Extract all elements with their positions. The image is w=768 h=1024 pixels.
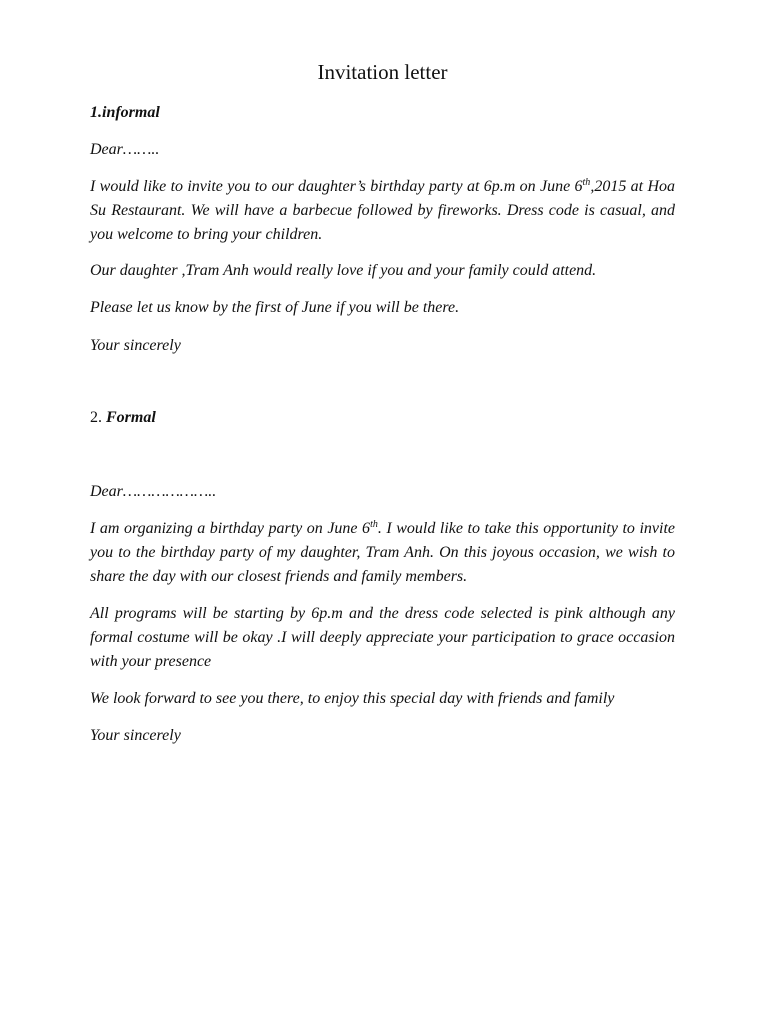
informal-salutation: Dear…….. (90, 141, 160, 158)
document-title: Invitation letter (317, 60, 448, 84)
formal-salutation: Dear……………….. (90, 483, 217, 500)
formal-paragraph-1 (90, 517, 675, 589)
formal-paragraph-1-text: I am organizing a birthday party on June 6 (90, 520, 371, 537)
informal-paragraph-2: Our daughter ,Tram Anh would really love if you and your family could attend. (90, 262, 597, 279)
formal-paragraph-2: All programs will be starting by 6p.m and the dress code selected is pink although any formal costume will be okay .I will deeply appreciate your participation to grace occasion with your presence (90, 605, 675, 670)
formal-heading-number: 2. (90, 409, 106, 426)
informal-heading-text: 1.informal (90, 104, 160, 121)
formal-paragraph-1-text-cont: . I would like to take this opportunity to invite you to the birthday party of my daughter, Tram Anh. On this joyous occasion, we wish to share the day with our closest friends and family members. (90, 520, 675, 585)
informal-paragraph-1-ordinal: th (582, 177, 591, 188)
formal-closing: Your sincerely (90, 727, 181, 744)
informal-closing: Your sincerely (90, 337, 181, 354)
informal-heading (90, 103, 160, 123)
formal-heading (90, 408, 156, 428)
informal-paragraph-1-text-cont: ,2015 at Hoa Su Restaurant. We will have a barbecue followed by fireworks. Dress code is casual, and you welcome to bring your children. (90, 178, 676, 243)
formal-heading-text: Formal (106, 409, 156, 426)
informal-paragraph-1 (90, 175, 675, 247)
informal-paragraph-1-text: I would like to invite you to our daughter’s birthday party at 6p.m on June 6 (90, 178, 583, 195)
informal-paragraph-3: Please let us know by the first of June if you will be there. (90, 299, 460, 316)
formal-paragraph-3: We look forward to see you there, to enjoy this special day with friends and family (90, 690, 615, 707)
formal-paragraph-1-ordinal: th (370, 519, 378, 530)
